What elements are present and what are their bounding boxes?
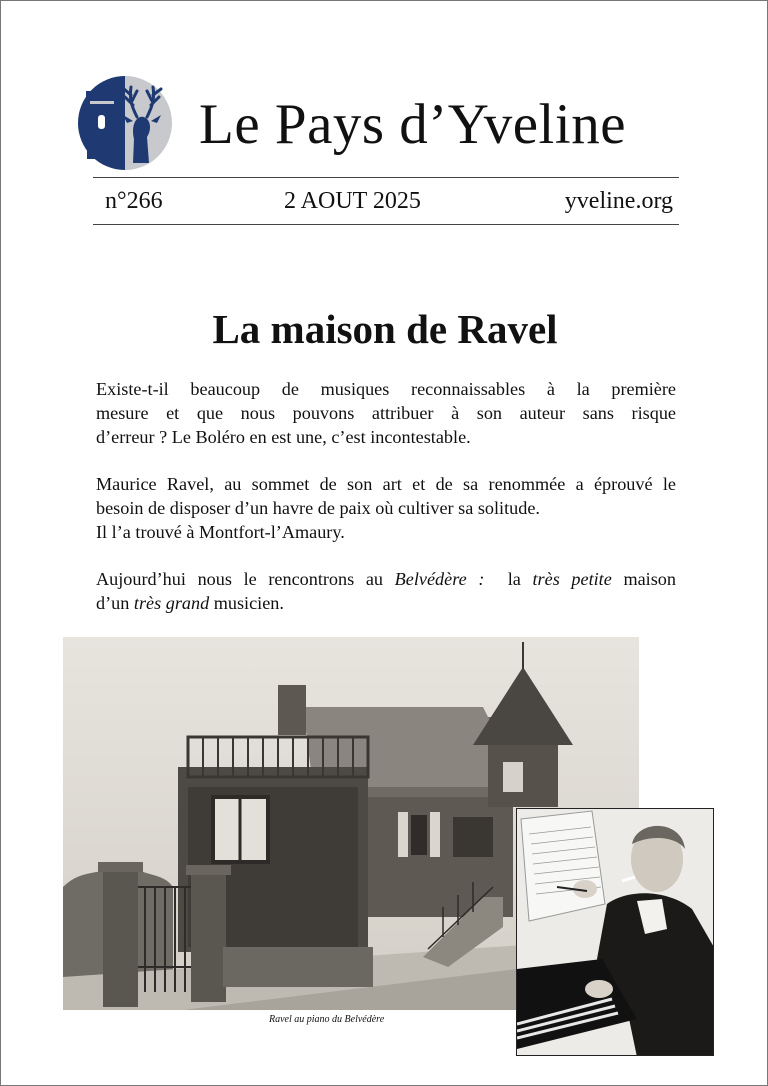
text-run-italic: très petite — [532, 569, 612, 589]
paragraph-line: Existe-t-il beaucoup de musiques reconnaissables à la première — [96, 379, 676, 399]
ravel-photo-illustration — [517, 809, 714, 1056]
article-headline: La maison de Ravel — [212, 306, 558, 352]
article-paragraph-2 — [96, 472, 676, 544]
text-run: maison — [611, 569, 676, 589]
masthead-top-rule — [93, 177, 679, 178]
paragraph-line: d’erreur ? Le Boléro en est une, c’est incontestable. — [96, 427, 471, 447]
text-run-italic: très grand — [133, 593, 210, 613]
paragraph-line — [96, 567, 676, 591]
text-run: Aujourd’hui nous le rencontrons au — [96, 569, 395, 589]
paragraph-line — [96, 591, 676, 615]
masthead-bottom-rule — [93, 224, 679, 225]
yveline-logo-icon — [77, 75, 173, 171]
article-paragraph-3 — [96, 567, 676, 615]
text-run: d’un — [96, 593, 134, 613]
issue-number: n°266 — [105, 188, 163, 214]
paragraph-line: Maurice Ravel, au sommet de son art et de sa renommée a éprouvé le — [96, 474, 676, 494]
paragraph-line: mesure et que nous pouvons attribuer à son auteur sans risque — [96, 403, 676, 423]
masthead-title: Le Pays d’Yveline — [199, 93, 627, 156]
photo-caption: Ravel au piano du Belvédère — [269, 1014, 385, 1025]
website-link[interactable]: yveline.org — [564, 188, 673, 214]
text-run: musicien. — [209, 593, 284, 613]
ravel-at-piano-photograph — [516, 808, 714, 1056]
article-paragraph-1 — [96, 377, 676, 449]
paragraph-line: besoin de disposer d’un havre de paix où cultiver sa solitude. — [96, 498, 540, 518]
paragraph-line: Il l’a trouvé à Montfort-l’Amaury. — [96, 522, 345, 542]
issue-date: 2 AOUT 2025 — [284, 188, 421, 214]
text-run: la — [484, 569, 533, 589]
text-run-italic: Belvédère : — [394, 569, 485, 589]
